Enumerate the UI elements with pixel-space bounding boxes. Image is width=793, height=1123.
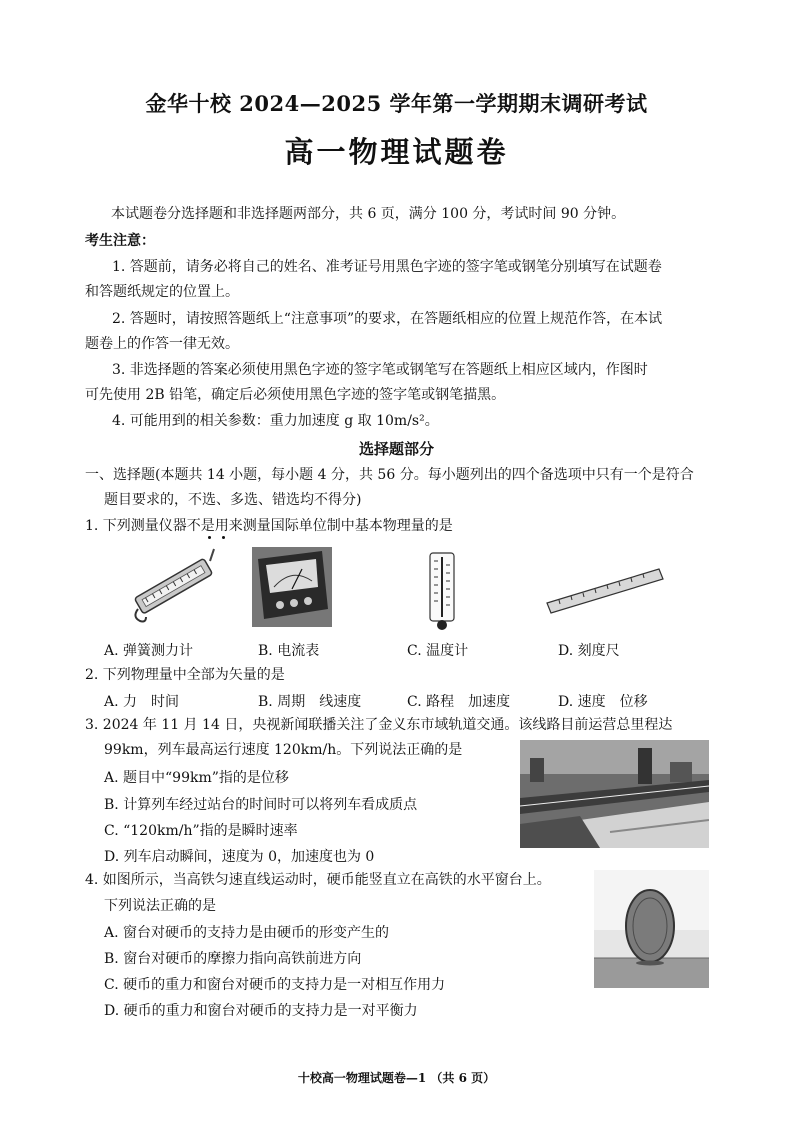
q2-option-b: B. 周期 线速度 [258, 694, 362, 710]
coin-on-windowsill-photo [594, 870, 709, 988]
q1-option-d: D. 刻度尺 [558, 643, 620, 659]
metro-photo [520, 740, 709, 848]
q2-option-d: D. 速度 位移 [558, 694, 648, 710]
q4-line-2: 下列说法正确的是 [104, 898, 216, 914]
emphasis-dot [222, 536, 225, 539]
q4-option-c: C. 硬币的重力和窗台对硬币的支持力是一对相互作用力 [104, 977, 446, 993]
q1-stem: 1. 下列测量仪器不是用来测量国际单位制中基本物理量的是 [85, 518, 453, 534]
q1-option-a: A. 弹簧测力计 [104, 643, 194, 659]
note-1-line-1: 1. 答题前，请务必将自己的姓名、准考证号用黑色字迹的签字笔或钢笔分别填写在试题卷 [112, 259, 662, 275]
page-footer: 十校高一物理试题卷—1 （共 6 页） [297, 1071, 496, 1085]
note-1-line-2: 和答题纸规定的位置上。 [85, 284, 239, 300]
exam-title: 金华十校 2024—2025 学年第一学期期末调研考试 [145, 91, 648, 116]
q2-stem: 2. 下列物理量中全部为矢量的是 [85, 667, 285, 683]
emphasis-dot [208, 536, 211, 539]
ruler-image [545, 565, 665, 617]
q4-option-b: B. 窗台对硬币的摩擦力指向高铁前进方向 [104, 951, 362, 967]
notes-heading: 考生注意： [85, 233, 155, 249]
spring-scale-image [124, 547, 224, 627]
q4-option-d: D. 硬币的重力和窗台对硬币的支持力是一对平衡力 [104, 1003, 418, 1019]
q4-line-1: 4. 如图所示，当高铁匀速直线运动时，硬币能竖直立在高铁的水平窗台上。 [85, 872, 551, 888]
q3-option-d: D. 列车启动瞬间，速度为 0，加速度也为 0 [104, 849, 375, 865]
q2-option-a: A. 力 时间 [104, 694, 180, 710]
q3-line-2: 99km，列车最高运行速度 120km/h。下列说法正确的是 [104, 742, 463, 758]
note-3-line-1: 3. 非选择题的答案必须使用黑色字迹的签字笔或钢笔写在答题纸上相应区域内，作图时 [112, 362, 648, 378]
note-3-line-2: 可先使用 2B 铅笔，确定后必须使用黑色字迹的签字笔或钢笔描黑。 [85, 387, 506, 403]
intro-text: 本试题卷分选择题和非选择题两部分，共 6 页，满分 100 分，考试时间 90 分钟。 [111, 206, 626, 222]
note-2-line-2: 题卷上的作答一律无效。 [85, 336, 239, 352]
q1-option-c: C. 温度计 [407, 643, 469, 659]
part1-instructions-line-2: 题目要求的，不选、多选、错选均不得分) [104, 492, 362, 508]
note-4: 4. 可能用到的相关参数：重力加速度 g 取 10m/s²。 [112, 413, 439, 429]
q2-option-c: C. 路程 加速度 [407, 694, 511, 710]
part1-instructions-line-1: 一、选择题(本题共 14 小题，每小题 4 分，共 56 分。每小题列出的四个备选项中只有一个是符合 [85, 467, 694, 483]
q3-option-c: C. “120km/h”指的是瞬时速率 [104, 823, 298, 839]
q4-option-a: A. 窗台对硬币的支持力是由硬币的形变产生的 [104, 925, 390, 941]
q3-option-b: B. 计算列车经过站台的时间时可以将列车看成质点 [104, 797, 418, 813]
thermometer-image [425, 547, 459, 631]
exam-subtitle: 高一物理试题卷 [284, 135, 509, 169]
q3-option-a: A. 题目中“99km”指的是位移 [104, 770, 289, 786]
note-2-line-1: 2. 答题时，请按照答题纸上“注意事项”的要求，在答题纸相应的位置上规范作答，在本试 [112, 311, 663, 327]
q1-option-b: B. 电流表 [258, 643, 320, 659]
q3-line-1: 3. 2024 年 11 月 14 日，央视新闻联播关注了金义东市域轨道交通。该线路目前运营总里程达 [85, 717, 673, 733]
section-title: 选择题部分 [358, 440, 434, 458]
ammeter-image [252, 547, 332, 627]
